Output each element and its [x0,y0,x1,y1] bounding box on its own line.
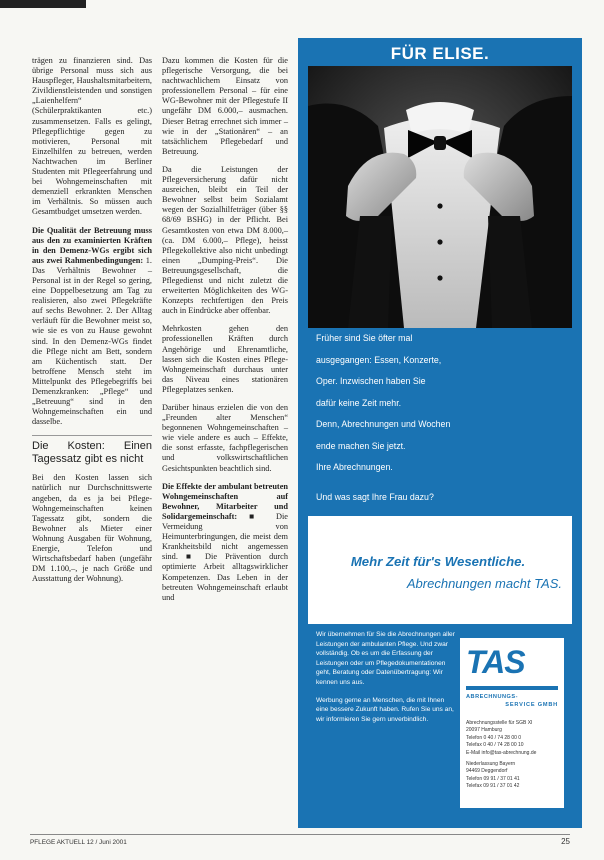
scan-corner-mark [0,0,86,8]
col1-paragraph-3: Bei den Kosten lassen sich natürlich nur Durchschnittswerte angeben, da es ja bei Pflege-Wohngemeinschaften keinen Tagessatz gibt, sondern die Bewohner als Mieter einer Wohnung Ausgaben für Wohnung, Energie, Telefon und Wirtschaftsbedarf haben (ungefähr DM 1.100,–, je nach Größe und Ausstattung der Wohnung). [32,473,152,584]
col2-lead-bold: Die Effekte der ambulant betreuten Wohngemeinschaften auf Bewohner, Mitarbeiter und Solidargemeinschaft: [162,481,288,521]
address-line: Telefon 09 91 / 37 01 41 [466,775,520,782]
address-line: E-Mail info@tas-abrechnung.de [466,749,537,756]
tas-logo-subtitle-1: ABRECHNUNGS- [466,694,518,700]
ad-copy-line-3: Oper. Inzwischen haben Sie [316,376,426,386]
tas-logo-subtitle-2: SERVICE GMBH [505,702,558,708]
col1-paragraph-2 [32,226,152,428]
ad-copy-line-7: Ihre Abrechnungen. [316,462,393,472]
section-heading-kosten: Die Kosten: Einen Tagessatz gibt es nicht [32,435,152,465]
col1-paragraph-2-text: 1. Das Verhältnis Bewohner – Personal ist in der Regel so gering, eine Doppelbesetzung am Tag zu realisieren, also zwei Pflegekräfte auf sechs Bewohner. 2. Der Alltag verläuft für die Bewohner meist so, wie sie es von zu Hause gewohnt sind. In den Demenz-WGs findet die Pflege nicht am Bett, sondern am Küchentisch statt. Der betroffene Mensch steht im Mittelpunkt des Pflegebegriffs bei Demenzkranken: „Pflege“ und „Betreuung“ sind in den Wohngemeinschaften ein und dasselbe. [32,255,152,427]
page-number: 25 [561,837,570,846]
ad-copy-line-2: ausgegangen: Essen, Konzerte, [316,354,442,365]
ad-body-paragraph-2: Werbung gerne an Menschen, die mit Ihnen eine bessere Zukunft haben. Rufen Sie uns an, wir informieren Sie gern unverbindlich. [316,696,454,723]
tuxedo-illustration [308,66,572,328]
article-column-2 [162,56,288,611]
ad-copy-line-1: Früher sind Sie öfter mal [316,333,413,343]
ad-info-panel [308,624,572,820]
address-line: 20097 Hamburg [466,727,502,734]
col2-paragraph-5-text: ■ Die Vermeidung von Heimunterbringungen, die meist dem Krankheitsbild nicht angemessen sind. ■ Die Prävention durch optimierte Arbeit alltagswirklicher Kompetenzen. Das Leben in der betreuten Wohngemeinschaft erlaubt und [162,511,288,602]
ad-body-paragraph-1: Wir übernehmen für Sie die Abrechnungen aller Leistungen der ambulanten Pflege. Und zwar vollständig. Ob es um die Erfassung der Leistungen oder um Pflegedokumentationen geht, Beratung oder Datenübertragung: Wir kennen uns aus. [316,631,455,686]
ad-copy-block [308,328,572,516]
ad-copy-question: Und was sagt Ihre Frau dazu? [316,491,434,502]
col2-paragraph-3: Mehrkosten gehen den professionellen Kräften durch Angehörige und Ehrenamtliche, lassen sich die Kosten eines Pflege-Wohngemeinschaft durchaus unter das Niveau eines stationären Pflegeplatzes senken. [162,324,288,394]
tas-logo-bar [466,686,558,690]
ad-photo-tuxedo [308,66,572,328]
col1-paragraph-1: trägen zu finanzieren sind. Das übrige Personal muss sich aus Hauspfleger, Haushaltsmitarbeitern, Zivildienstleistenden und sonstigen „Laienhelfern“ (Schülerpraktikanten etc.) zusammensetzen. Falls es gelingt, Pflegepflichtige gegen zu motivieren, Personal mit Einzelhilfen zu betreuen, werden Nachtwachen im Berliner Studenten mit Pflegeerfahrung und bei Wohngemeinschaften mit demenziell erkrankten Menschen im Verhältnis. So müssen auch Gesamtbudget umsetzen werden. [32,56,152,217]
ad-title: FÜR ELISE. [390,44,490,63]
col2-paragraph-2: Da die Leistungen der Pflegeversicherung dafür nicht ausreichen, bleibt ein Teil der Bewohner selbst beim Sozialamt wegen der Sozialhilfeträger (über §§ 68/69 BSHG) in der Pflicht. Bei Gesamtkosten von etwa DM 8.000,– (ca. DM 6.000,– Pflege), heisst Pflegekollektive also nicht unbedingt einen „Dumping-Preis“. Die Betreuungsgesellschaft, die Pflegedienst und nicht zuletzt die erweiterten Möglichkeiten des WG-Konzepts rechtfertigen den Preis auch in Eindrücke aber offenbar. [162,164,288,316]
ad-header [298,38,582,66]
ad-slogan-line-1: Mehr Zeit für's Wesentliche. [350,554,526,569]
col2-paragraph-4: Darüber hinaus erzielen die von den „Freunden alter Menschen“ begonnenen Wohngemeinschaften – wie viele andere es auch – Effekte, die sonst erfasste, fachpflegerischen und volkswirtschaftlichen Gesichtspunkten beachtlich sind. [162,403,288,473]
address-line: Telefon 0 40 / 74 28 00 0 [466,734,522,741]
address-line: 94469 Deggendorf [466,768,508,775]
ad-slogan-line-2: Abrechnungen macht TAS. [406,576,562,591]
tas-address [466,720,562,791]
tas-logo: TAS [466,644,525,680]
article-column-1 [32,56,152,592]
address-line: Telefax 09 91 / 37 01 42 [466,783,520,790]
col2-paragraph-5 [162,482,288,603]
ad-slogan-panel [308,516,572,624]
address-line: Abrechnungsstelle für SGB XI [466,720,533,726]
tas-logo-box [460,638,564,808]
ad-body-text [316,630,456,732]
col2-paragraph-1: Dazu kommen die Kosten für die pflegerische Versorgung, die bei nachtwachlichem Einsatz von professionellem Personal – für eine WG-Bewohner mit der Pflegestufe II ungefähr DM 6.000,– ausmachen. Dieser Betrag errechnet sich immer – wie in der „Stationären“ – an tatsächlichem Pflegebedarf und Betreuung. [162,56,288,156]
ad-copy-line-6: ende machen Sie jetzt. [316,440,406,451]
page-footer [30,834,570,846]
footer-publication: PFLEGE AKTUELL 12 / Juni 2001 [30,839,127,846]
ad-copy-line-5: Denn, Abrechnungen und Wochen [316,419,451,429]
address-line: Niederlassung Bayern [466,761,516,768]
col1-lead-bold: Die Qualität der Betreuung muss aus den zu examinierten Kräften in den Demenz-WGs ergibt sich aus zwei Rahmenbedingungen: [32,225,152,265]
address-line: Telefax 0 40 / 74 28 00 10 [466,742,524,749]
tas-advertisement [298,38,582,828]
ad-copy-line-4: dafür keine Zeit mehr. [316,397,402,408]
